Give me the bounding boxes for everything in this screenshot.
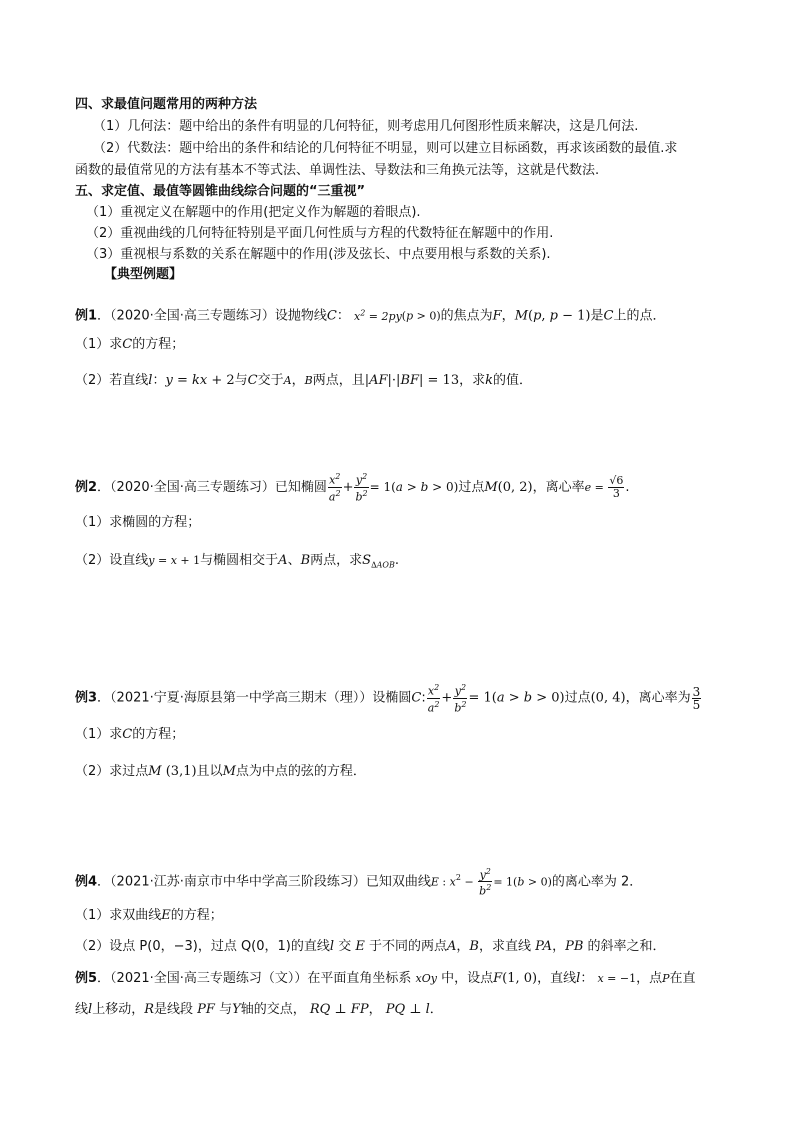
example-3-question-1: （1）求C的方程； — [75, 727, 185, 742]
examples-heading: 【典型例题】 — [104, 267, 183, 282]
example-4-stem: 例4．（2021·江苏·南京市中华中学高三阶段练习）已知双曲线E : $x^2$ − $\frac{y^2}{b^2}$ = 1(b > 0)的离心率为 2． — [75, 866, 643, 898]
example-1-question-1: （1）求C的方程； — [75, 337, 185, 352]
section-4-point-2a: （2）代数法：题中给出的条件和结论的几何特征不明显，则可以建立目标函数，再求该函数的最值.求 — [93, 141, 678, 156]
section-4-title: 四、求最值问题常用的两种方法 — [75, 97, 258, 112]
example-4-question-2: （2）设点 P(0，−3)，过点 Q(0，1)的直线l 交 E 于不同的两点A，B，求直线 PA，PB 的斜率之和． — [75, 939, 666, 954]
section-5-point-1: （1）重视定义在解题中的作用(把定义作为解题的着眼点). — [86, 205, 421, 220]
example-3-question-2: （2）求过点M (3,1)且以M点为中点的弦的方程． — [75, 764, 366, 779]
example-2-question-2: （2）设直线y = x + 1与椭圆相交于A、B两点，求$S_{\Delta AOB}$. — [75, 553, 400, 570]
example-1-question-2: （2）若直线l：y = kx + 2与C交于A，B两点，且|AF|·|BF| = 13，求k的值． — [75, 373, 533, 388]
section-4-point-1: （1）几何法：题中给出的条件有明显的几何特征，则考虑用几何图形性质来解决，这是几何法. — [93, 119, 639, 134]
section-4-point-2b: 函数的最值常见的方法有基本不等式法、单调性法、导数法和三角换元法等，这就是代数法. — [75, 163, 600, 178]
example-1-stem: 例1．（2020·全国·高三专题练习）设抛物线C： $x^2 = 2py(p > 0)$的焦点为F，M(p, p − 1)是C上的点． — [75, 308, 666, 324]
example-5-stem-line-2: 线l上移动，R是线段 PF 与Y轴的交点， RQ ⊥ FP， PQ ⊥ l． — [75, 1002, 443, 1017]
example-2-stem: 例2．（2020·全国·高三专题练习）已知椭圆 $\frac{x^2}{a^2}$ + $\frac{y^2}{b^2}$ = 1(a > b > 0)过点M(0, 2)，离心率e = $\frac{√6}{3}$ . — [75, 472, 630, 504]
section-5-title: 五、求定值、最值等圆锥曲线综合问题的“三重视” — [75, 184, 366, 199]
example-4-question-1: （1）求双曲线E的方程； — [75, 908, 223, 923]
section-5-point-3: （3）重视根与系数的关系在解题中的作用(涉及弦长、中点要用根与系数的关系). — [86, 247, 551, 262]
example-5-stem-line-1: 例5．（2021·全国·高三专题练习（文））在平面直角坐标系 xOy 中，设点F(1, 0)，直线l： x = −1，点P在直 — [75, 971, 696, 986]
example-3-stem: 例3．（2021·宁夏·海原县第一中学高三期末（理））设椭圆C: $\frac{x^2}{a^2}$ + $\frac{y^2}{b^2}$ = 1(a > b > 0)过点(0, 4)，离心率为 $\frac{3}{5}$ — [75, 683, 701, 715]
section-5-point-2: （2）重视曲线的几何特征特别是平面几何性质与方程的代数特征在解题中的作用. — [86, 226, 554, 241]
example-2-question-1: （1）求椭圆的方程； — [75, 515, 201, 530]
